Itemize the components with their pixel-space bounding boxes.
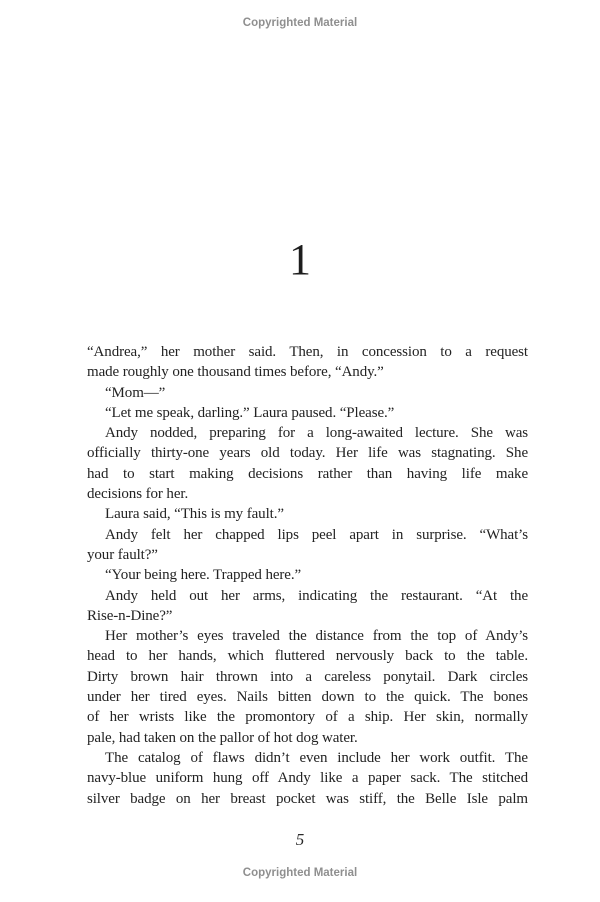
text-line: “Let me speak, darling.” Laura paused. “Please.”: [105, 404, 395, 421]
paragraph: [87, 403, 528, 423]
text-line: The catalog of flaws didn’t even include her work outfit. The: [105, 749, 528, 766]
text-line: Laura said, “This is my fault.”: [105, 506, 284, 523]
text-line: Andy held out her arms, indicating the restaurant. “At the: [105, 587, 528, 604]
text-line: Andy nodded, preparing for a long-awaited lecture. She was: [105, 425, 528, 442]
text-line: officially thirty-one years old today. Her life was stagnating. She: [87, 445, 528, 462]
paragraph: [87, 565, 528, 585]
text-line: made roughly one thousand times before, “Andy.”: [87, 364, 384, 381]
text-line: “Your being here. Trapped here.”: [105, 567, 302, 584]
text-line: Rise-n-Dine?”: [87, 607, 173, 624]
chapter-number: 1: [289, 235, 311, 284]
text-line: had to start making decisions rather than having life make: [87, 465, 528, 482]
paragraph: [87, 626, 528, 748]
paragraph: [87, 342, 528, 383]
text-line: Andy felt her chapped lips peel apart in surprise. “What’s: [105, 526, 528, 543]
page-number: 5: [295, 830, 305, 849]
text-line: Her mother’s eyes traveled the distance from the top of Andy’s: [105, 628, 528, 645]
text-line: decisions for her.: [87, 486, 189, 503]
page-body-text: [87, 342, 528, 809]
text-line: pale, had taken on the pallor of hot dog water.: [87, 729, 358, 746]
copyright-notice-bottom: Copyrighted Material: [242, 867, 358, 879]
paragraph: [87, 383, 528, 403]
text-line: “Andrea,” her mother said. Then, in concession to a request: [87, 344, 528, 360]
text-line: “Mom—”: [105, 384, 166, 401]
text-line: silver badge on her breast pocket was stiff, the Belle Isle palm: [87, 790, 528, 807]
paragraph: [87, 504, 528, 524]
text-line: your fault?”: [87, 546, 158, 563]
text-line: navy-blue uniform hung off Andy like a paper sack. The stitched: [87, 770, 528, 787]
paragraph: [87, 423, 528, 504]
text-line: Dirty brown hair thrown into a careless ponytail. Dark circles: [87, 668, 528, 685]
text-line: head to her hands, which fluttered nervously back to the table.: [87, 648, 528, 665]
paragraph: [87, 525, 528, 566]
text-line: under her tired eyes. Nails bitten down to the quick. The bones: [87, 689, 528, 706]
text-line: of her wrists like the promontory of a ship. Her skin, normally: [87, 709, 528, 726]
paragraph: [87, 748, 528, 809]
paragraph: [87, 586, 528, 627]
copyright-notice-top: Copyrighted Material: [242, 17, 358, 29]
